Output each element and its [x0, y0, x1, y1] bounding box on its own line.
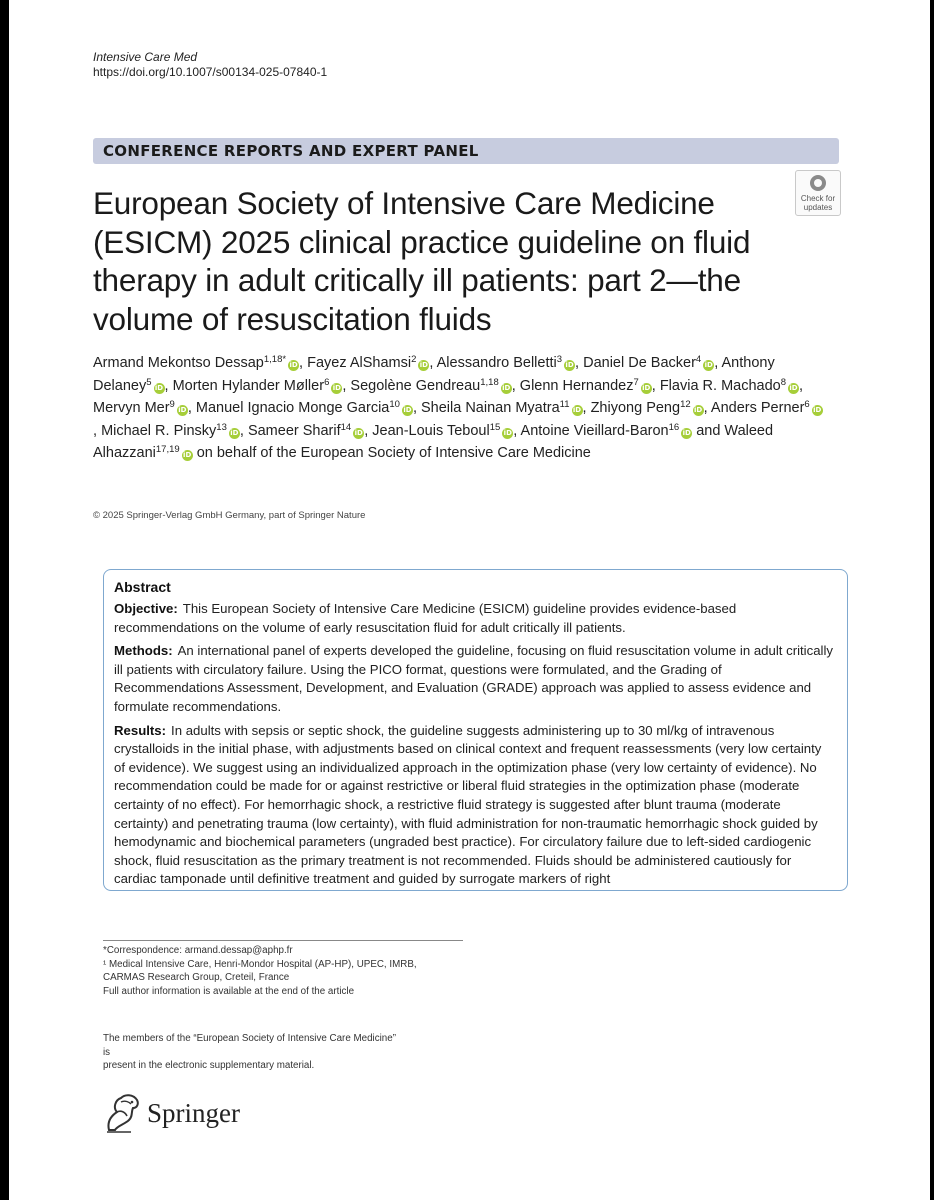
publisher-name: Springer: [147, 1098, 240, 1128]
author-affiliation-sup: 10: [389, 399, 400, 410]
author-separator: ,: [703, 400, 711, 416]
author-affiliation-sup: 11: [559, 399, 570, 410]
author-name[interactable]: Segolène Gendreau: [350, 377, 481, 394]
author-entry: [173, 378, 351, 394]
author-separator: ,: [93, 422, 102, 439]
author-entry: [372, 423, 520, 439]
methods-label: Methods:: [114, 643, 173, 659]
author-affiliation-sup: 6: [804, 399, 810, 410]
orcid-icon[interactable]: iD: [289, 361, 298, 369]
author-name[interactable]: Sheila Nainan Myatra: [421, 400, 560, 416]
correspondence-note[interactable]: *Correspondence: armand.dessap@aphp.fr: [103, 945, 293, 956]
orcid-icon[interactable]: iD: [502, 383, 511, 392]
author-affiliation-sup: 2: [411, 354, 417, 365]
author-affiliation-sup: 13: [216, 421, 227, 433]
author-affiliation-sup: 8: [780, 376, 787, 388]
author-name[interactable]: Zhiyong Peng: [590, 400, 681, 416]
springer-horse-logo-icon: [103, 1090, 143, 1136]
results-label: Results:: [114, 722, 167, 738]
author-separator: ,: [582, 400, 591, 416]
author-name[interactable]: Mervyn Mer: [93, 400, 170, 416]
author-name[interactable]: Fayez AlShamsi: [307, 355, 412, 371]
full-author-info-note: Full author information is available at the end of the article: [103, 985, 355, 997]
author-affiliation-sup: 1,18: [480, 376, 499, 388]
author-entry: [421, 400, 591, 416]
author-name[interactable]: Antoine Vieillard-Baron: [520, 422, 669, 439]
check-for-updates-badge[interactable]: [795, 170, 841, 216]
author-separator: ,: [364, 422, 373, 439]
affiliation-line-1: ¹ Medical Intensive Care, Henri-Mondor Hospital (AP-HP), UPEC, IMRB,: [103, 958, 417, 970]
author-entry: [93, 355, 307, 371]
author-entry: [591, 400, 711, 416]
check-for-updates-icon: [810, 175, 826, 191]
author-entry: [93, 400, 196, 416]
orcid-icon[interactable]: iD: [813, 406, 822, 414]
author-name[interactable]: Alessandro Belletti: [436, 355, 557, 371]
orcid-icon[interactable]: iD: [230, 428, 239, 437]
objective-label: Objective:: [114, 601, 178, 616]
author-separator: ,: [342, 377, 351, 394]
footnote-divider: [103, 940, 463, 941]
author-entry: [520, 378, 660, 394]
check-for-updates-line1: Check for: [800, 194, 836, 203]
orcid-icon[interactable]: iD: [403, 406, 412, 414]
members-line-2: present in the electronic supplementary material.: [103, 1060, 315, 1071]
author-list: [93, 352, 823, 465]
author-affiliation-sup: 5: [146, 376, 152, 388]
author-entry: [437, 355, 583, 371]
orcid-icon[interactable]: iD: [183, 451, 192, 459]
author-name[interactable]: Jean-Louis Teboul: [372, 422, 490, 439]
orcid-icon[interactable]: iD: [682, 428, 691, 437]
article-title: European Society of Intensive Care Medicine (ESICM) 2025 clinical practice guideline on fluid therapy in adult critically ill patients: part 2—the volume of resuscitation fluids: [93, 185, 751, 337]
orcid-icon[interactable]: iD: [789, 383, 798, 392]
author-entry: [350, 378, 519, 394]
author-name[interactable]: Flavia R. Machado: [659, 377, 781, 394]
copyright-notice: © 2025 Springer-Verlag GmbH Germany, part of Springer Nature: [93, 510, 366, 521]
author-name[interactable]: Anders Perner: [710, 400, 805, 416]
abstract-results: [114, 722, 835, 889]
author-entry: [583, 355, 721, 371]
author-separator: ,: [511, 377, 520, 394]
authors-tail: on behalf of the European Society of Intensive Care Medicine: [196, 445, 591, 461]
members-line-1: The members of the “European Society of Intensive Care Medicine” is: [103, 1033, 396, 1058]
affiliation-line-2: CARMAS Research Group, Creteil, France: [103, 972, 290, 983]
author-name[interactable]: Glenn Hernandez: [519, 377, 634, 394]
author-separator: ,: [412, 400, 421, 416]
orcid-icon[interactable]: iD: [694, 406, 703, 414]
author-affiliation-sup: 16: [668, 421, 680, 433]
author-affiliation-sup: 12: [680, 399, 691, 410]
author-entry: [101, 423, 248, 439]
author-separator: ,: [429, 355, 437, 371]
members-note: [103, 1032, 403, 1073]
abstract-objective: [114, 600, 835, 637]
author-affiliation-sup: 15: [489, 421, 501, 433]
orcid-icon[interactable]: iD: [178, 406, 187, 414]
author-name[interactable]: Waleed Alhazzani: [93, 422, 774, 461]
author-affiliation-sup: 6: [324, 376, 330, 388]
author-separator: ,: [799, 377, 808, 394]
author-affiliation-sup: 14: [340, 421, 352, 433]
author-separator: ,: [651, 377, 660, 394]
abstract-heading: Abstract: [114, 579, 171, 595]
author-name[interactable]: Morten Hylander Møller: [172, 377, 325, 394]
author-affiliation-sup: 3: [556, 354, 563, 365]
article-page: [9, 0, 930, 1200]
author-separator: ,: [187, 400, 196, 416]
author-affiliation-sup: 4: [695, 354, 702, 365]
author-separator: ,: [513, 422, 521, 439]
results-text: In adults with sepsis or septic shock, the guideline suggests administering up to 30 ml/kg of intravenous crystalloids in the initial phase, with adjustments based on clinical context and frequent reassessments (very low certainty of evidence). We suggest using an individualized approach in the optimization phase (very low certainty of evidence). No recommendation could be made for or against restrictive or liberal fluid strategies in the optimization phase (moderate certainty of no effect). For hemorrhagic shock, a restrictive fluid strategy is suggested after blunt trauma (moderate certainty) and penetrating trauma (low certainty), with fluid administration for non-traumatic hemorrhagic shock guided by hemodynamic and biochemical parameters (ungraded best practice). For circulatory failure due to left-sided cardiogenic shock, fluid resuscitation as the primary treatment is not recommended. Fluids should be administered cautiously for cardiac tamponade until definitive treatment and guided by surrogate markers of right: [114, 722, 822, 887]
author-affiliation-sup: 9: [169, 399, 175, 410]
abstract-box: [103, 569, 848, 891]
objective-text: This European Society of Intensive Care Medicine (ESICM) guideline provides evidence-based recommendations on the volume of early resuscitation fluid for adult critically ill patients.: [114, 601, 737, 635]
author-entry: [307, 355, 437, 371]
footnotes: [103, 944, 483, 998]
author-affiliation-sup: 1,18*: [263, 354, 287, 365]
methods-text: An international panel of experts developed the guideline, focusing on fluid resuscitation volume in adult critically ill patients with circulatory failure. Using the PICO format, questions were formulated, and the Grading of Recommendations Assessment, Development, and Evaluation (GRADE) approach was applied to assess evidence and formulate recommendations.: [114, 643, 833, 714]
author-name[interactable]: Armand Mekontso Dessap: [93, 355, 264, 371]
author-name[interactable]: Sameer Sharif: [247, 422, 341, 439]
orcid-icon[interactable]: iD: [419, 361, 428, 369]
orcid-icon[interactable]: iD: [565, 361, 574, 369]
orcid-icon[interactable]: iD: [332, 383, 341, 392]
author-entry: [521, 423, 725, 439]
orcid-icon[interactable]: iD: [154, 383, 164, 392]
author-separator: ,: [299, 355, 308, 371]
author-separator: ,: [164, 377, 173, 394]
author-entry: [248, 423, 372, 439]
journal-name: Intensive Care Med: [93, 50, 198, 64]
check-for-updates-line2: updates: [803, 203, 833, 212]
author-separator: ,: [575, 355, 584, 371]
author-separator: and: [692, 422, 725, 439]
journal-header: [93, 50, 327, 80]
author-name[interactable]: Daniel De Backer: [583, 355, 696, 371]
abstract-methods: [114, 642, 835, 716]
orcid-icon[interactable]: iD: [704, 361, 713, 369]
doi-link[interactable]: https://doi.org/10.1007/s00134-025-07840-1: [93, 65, 328, 79]
section-banner: CONFERENCE REPORTS AND EXPERT PANEL: [93, 138, 839, 164]
orcid-icon[interactable]: iD: [503, 428, 512, 437]
author-separator: ,: [239, 422, 248, 439]
orcid-icon[interactable]: iD: [354, 428, 363, 437]
author-name[interactable]: Michael R. Pinsky: [101, 422, 217, 439]
author-name[interactable]: Anthony Delaney: [93, 355, 775, 394]
author-affiliation-sup: 17,19: [155, 444, 180, 455]
author-entry: [660, 378, 807, 394]
author-name[interactable]: Manuel Ignacio Monge Garcia: [195, 400, 390, 416]
orcid-icon[interactable]: iD: [642, 383, 651, 392]
author-entry: [196, 400, 421, 416]
author-affiliation-sup: 7: [633, 376, 639, 388]
orcid-icon[interactable]: iD: [572, 406, 582, 414]
author-separator: ,: [714, 355, 722, 371]
